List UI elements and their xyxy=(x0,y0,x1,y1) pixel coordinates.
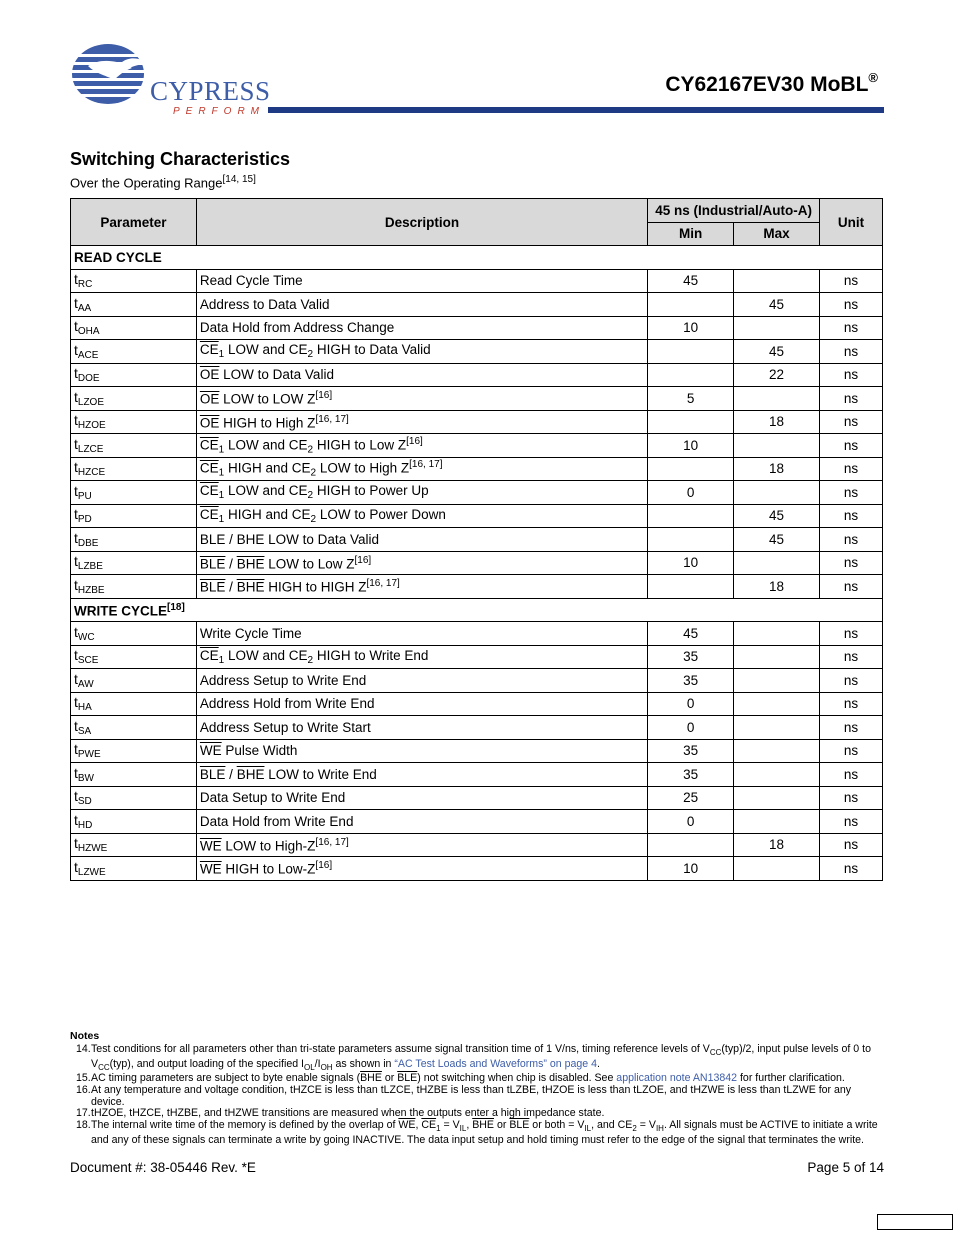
max-cell xyxy=(734,481,820,505)
param-cell: $t_{OHA}$ xyxy=(71,316,197,340)
min-cell: 45 xyxy=(648,269,734,293)
logo-tagline: PERFORM xyxy=(173,106,265,117)
max-cell xyxy=(734,763,820,787)
max-cell: 45 xyxy=(734,293,820,317)
ac-test-loads-link[interactable]: “AC Test Loads and Waveforms” on page 4 xyxy=(394,1057,597,1070)
unit-cell: ns xyxy=(820,739,883,763)
table-row xyxy=(71,551,883,575)
unit-cell: ns xyxy=(820,575,883,599)
min-cell xyxy=(648,457,734,481)
cypress-logo xyxy=(70,40,271,118)
description-cell: $\overline{CE}_1$ LOW and $CE_2$ HIGH to Write End xyxy=(196,645,647,669)
col-header-min: Min xyxy=(648,222,734,246)
table-row xyxy=(71,434,883,458)
min-cell: 10 xyxy=(648,316,734,340)
description-cell: $\overline{BLE} / \overline{BHE}$ HIGH to HIGH Z[16, 17] xyxy=(196,575,647,599)
col-header-unit: Unit xyxy=(820,199,883,246)
application-note-link[interactable]: application note AN13842 xyxy=(616,1072,738,1085)
param-cell: $t_{LZCE}$ xyxy=(71,434,197,458)
param-cell: $t_{PD}$ xyxy=(71,504,197,528)
unit-cell: ns xyxy=(820,269,883,293)
table-row xyxy=(71,340,883,364)
notes-section xyxy=(70,1031,885,1147)
param-cell: $t_{LZBE}$ xyxy=(71,551,197,575)
min-cell: 0 xyxy=(648,716,734,740)
document-title: CY62167EV30 MoBL® xyxy=(665,70,878,96)
unit-cell: ns xyxy=(820,434,883,458)
unit-cell: ns xyxy=(820,528,883,552)
max-cell xyxy=(734,692,820,716)
table-row xyxy=(71,833,883,857)
table-row xyxy=(71,316,883,340)
max-cell xyxy=(734,551,820,575)
param-cell: $t_{RC}$ xyxy=(71,269,197,293)
col-header-speed-grade: 45 ns (Industrial/Auto-A) xyxy=(648,199,820,223)
table-row xyxy=(71,857,883,881)
unit-cell: ns xyxy=(820,716,883,740)
unit-cell: ns xyxy=(820,786,883,810)
max-cell: 22 xyxy=(734,363,820,387)
param-cell: $t_{DOE}$ xyxy=(71,363,197,387)
max-cell xyxy=(734,622,820,646)
description-cell: $\overline{OE}$ LOW to Data Valid xyxy=(196,363,647,387)
max-cell: 45 xyxy=(734,504,820,528)
description-cell: Write Cycle Time xyxy=(196,622,647,646)
table-row xyxy=(71,786,883,810)
param-cell: $t_{HZBE}$ xyxy=(71,575,197,599)
min-cell xyxy=(648,833,734,857)
param-cell: $t_{HZWE}$ xyxy=(71,833,197,857)
param-cell: $t_{HD}$ xyxy=(71,810,197,834)
unit-cell: ns xyxy=(820,810,883,834)
read-cycle-header: READ CYCLE xyxy=(71,246,883,270)
description-cell: Address Setup to Write Start xyxy=(196,716,647,740)
unit-cell: ns xyxy=(820,669,883,693)
max-cell xyxy=(734,857,820,881)
section-title: Switching Characteristics xyxy=(70,149,291,169)
description-cell: Read Cycle Time xyxy=(196,269,647,293)
unit-cell: ns xyxy=(820,692,883,716)
max-cell xyxy=(734,739,820,763)
min-cell xyxy=(648,363,734,387)
note-14: 14. Test conditions for all parameters other than tri-state parameters assume signal transition time of 1 V/ns, timing reference levels of $V_{CC}(typ)/2$, input pulse levels of 0 to $V_{CC}(typ)$, and output loading of the specified $I_{OL}/I_{OH}$ as shown in “AC Test Loads and Waveforms” on page 4. xyxy=(76,1042,871,1072)
unit-cell: ns xyxy=(820,340,883,364)
description-cell: $\overline{OE}$ HIGH to High Z[16, 17] xyxy=(196,410,647,434)
table-row xyxy=(71,269,883,293)
min-cell xyxy=(648,528,734,552)
description-cell: Address Hold from Write End xyxy=(196,692,647,716)
table-row xyxy=(71,716,883,740)
param-cell: $t_{PU}$ xyxy=(71,481,197,505)
table-row xyxy=(71,363,883,387)
section-subtitle: Over the Operating Range[14, 15] xyxy=(70,174,256,191)
logo-wordmark: CYPRESS xyxy=(150,76,271,106)
table-row xyxy=(71,622,883,646)
note-15: 15. AC timing parameters are subject to byte enable signals ($\overline{BHE}$ or $\overline{BLE}$) not switching when chip is disabled. See application note AN13842 for further clarification. xyxy=(76,1072,845,1085)
col-header-description: Description xyxy=(196,199,647,246)
max-cell: 45 xyxy=(734,340,820,364)
table-row xyxy=(71,457,883,481)
min-cell: 0 xyxy=(648,692,734,716)
description-cell: Data Hold from Address Change xyxy=(196,316,647,340)
param-cell: $t_{SCE}$ xyxy=(71,645,197,669)
param-cell: $t_{DBE}$ xyxy=(71,528,197,552)
param-cell: $t_{HZOE}$ xyxy=(71,410,197,434)
param-cell: $t_{PWE}$ xyxy=(71,739,197,763)
param-cell: $t_{AW}$ xyxy=(71,669,197,693)
table-row xyxy=(71,504,883,528)
max-cell: 18 xyxy=(734,575,820,599)
min-cell: 35 xyxy=(648,645,734,669)
min-cell xyxy=(648,340,734,364)
unit-cell: ns xyxy=(820,410,883,434)
table-row xyxy=(71,293,883,317)
min-cell xyxy=(648,504,734,528)
table-row xyxy=(71,669,883,693)
unit-cell: ns xyxy=(820,622,883,646)
max-cell xyxy=(734,810,820,834)
max-cell xyxy=(734,645,820,669)
param-cell: $t_{AA}$ xyxy=(71,293,197,317)
description-cell: $\overline{OE}$ LOW to LOW Z[16] xyxy=(196,387,647,411)
table-row xyxy=(71,692,883,716)
max-cell xyxy=(734,269,820,293)
description-cell: $\overline{CE}_1$ LOW and $CE_2$ HIGH to Data Valid xyxy=(196,340,647,364)
description-cell: Address Setup to Write End xyxy=(196,669,647,693)
note-17: 17. tHZOE, tHZCE, tHZBE, and tHZWE transitions are measured when the outputs enter a high impedance state. xyxy=(76,1107,605,1120)
min-cell xyxy=(648,575,734,599)
document-number: Document #: 38-05446 Rev. *E xyxy=(70,1160,256,1175)
description-cell: $\overline{WE}$ LOW to High-Z[16, 17] xyxy=(196,833,647,857)
table-row xyxy=(71,763,883,787)
unit-cell: ns xyxy=(820,387,883,411)
description-cell: $\overline{CE}_1$ HIGH and $CE_2$ LOW to High Z[16, 17] xyxy=(196,457,647,481)
min-cell: 10 xyxy=(648,434,734,458)
max-cell: 18 xyxy=(734,457,820,481)
note-18: 18. The internal write time of the memory is defined by the overlap of $\overline{WE}$, $\overline{CE}_1 = V_{IL}$, $\overline{BHE}$ or $\overline{BLE}$ or both = $V_{IL}$, and $CE_2 = V_{IH}$. All signals must be ACTIVE to initiate a write and any of these signals can terminate a write by going INACTIVE. The data input setup and hold timing must refer to the edge of the signal that terminates the write. xyxy=(76,1119,878,1146)
max-cell xyxy=(734,387,820,411)
feedback-box[interactable] xyxy=(877,1214,953,1230)
unit-cell: ns xyxy=(820,763,883,787)
unit-cell: ns xyxy=(820,457,883,481)
param-cell: $t_{ACE}$ xyxy=(71,340,197,364)
table-row xyxy=(71,739,883,763)
table-row xyxy=(71,528,883,552)
table-row xyxy=(71,575,883,599)
min-cell: 0 xyxy=(648,810,734,834)
param-cell: $t_{HZCE}$ xyxy=(71,457,197,481)
param-cell: $t_{LZWE}$ xyxy=(71,857,197,881)
description-cell: $\overline{BLE} / \overline{BHE}$ LOW to Write End xyxy=(196,763,647,787)
max-cell xyxy=(734,316,820,340)
min-cell: 35 xyxy=(648,739,734,763)
unit-cell: ns xyxy=(820,363,883,387)
min-cell: 5 xyxy=(648,387,734,411)
unit-cell: ns xyxy=(820,316,883,340)
description-cell: $\overline{CE}_1$ HIGH and $CE_2$ LOW to Power Down xyxy=(196,504,647,528)
param-cell: $t_{HA}$ xyxy=(71,692,197,716)
unit-cell: ns xyxy=(820,481,883,505)
param-cell: $t_{BW}$ xyxy=(71,763,197,787)
note-16: 16. At any temperature and voltage condition, tHZCE is less than tLZCE, tHZBE is less than tLZBE, tHZOE is less than tLZOE, and tHZWE is less than tLZWE for any device. xyxy=(76,1084,852,1108)
table-row xyxy=(71,645,883,669)
unit-cell: ns xyxy=(820,504,883,528)
table-row xyxy=(71,410,883,434)
min-cell: 10 xyxy=(648,857,734,881)
max-cell: 45 xyxy=(734,528,820,552)
min-cell xyxy=(648,293,734,317)
unit-cell: ns xyxy=(820,857,883,881)
max-cell: 18 xyxy=(734,410,820,434)
min-cell: 45 xyxy=(648,622,734,646)
param-cell: $t_{WC}$ xyxy=(71,622,197,646)
max-cell xyxy=(734,716,820,740)
max-cell xyxy=(734,786,820,810)
unit-cell: ns xyxy=(820,293,883,317)
max-cell: 18 xyxy=(734,833,820,857)
write-cycle-header: WRITE CYCLE[18] xyxy=(71,598,883,622)
description-cell: $\overline{WE}$ Pulse Width xyxy=(196,739,647,763)
description-cell: $\overline{BLE} / \overline{BHE}$ LOW to Low Z[16] xyxy=(196,551,647,575)
description-cell: Data Hold from Write End xyxy=(196,810,647,834)
min-cell: 35 xyxy=(648,669,734,693)
description-cell: $\overline{CE}_1$ LOW and $CE_2$ HIGH to Power Up xyxy=(196,481,647,505)
col-header-max: Max xyxy=(734,222,820,246)
switching-characteristics-table xyxy=(70,198,883,881)
cypress-globe-icon xyxy=(70,40,150,110)
min-cell: 0 xyxy=(648,481,734,505)
max-cell xyxy=(734,434,820,458)
description-cell: $\overline{WE}$ HIGH to Low-Z[16] xyxy=(196,857,647,881)
unit-cell: ns xyxy=(820,551,883,575)
description-cell: Address to Data Valid xyxy=(196,293,647,317)
page-number: Page 5 of 14 xyxy=(807,1160,884,1175)
table-row xyxy=(71,387,883,411)
unit-cell: ns xyxy=(820,645,883,669)
param-cell: $t_{SA}$ xyxy=(71,716,197,740)
notes-title: Notes xyxy=(70,1030,100,1042)
col-header-parameter: Parameter xyxy=(71,199,197,246)
min-cell xyxy=(648,410,734,434)
min-cell: 35 xyxy=(648,763,734,787)
unit-cell: ns xyxy=(820,833,883,857)
description-cell: Data Setup to Write End xyxy=(196,786,647,810)
description-cell: $\overline{CE}_1$ LOW and $CE_2$ HIGH to Low Z[16] xyxy=(196,434,647,458)
param-cell: $t_{LZOE}$ xyxy=(71,387,197,411)
min-cell: 25 xyxy=(648,786,734,810)
max-cell xyxy=(734,669,820,693)
param-cell: $t_{SD}$ xyxy=(71,786,197,810)
description-cell: BLE / BHE LOW to Data Valid xyxy=(196,528,647,552)
table-row xyxy=(71,481,883,505)
table-row xyxy=(71,810,883,834)
header-rule xyxy=(268,107,884,113)
min-cell: 10 xyxy=(648,551,734,575)
